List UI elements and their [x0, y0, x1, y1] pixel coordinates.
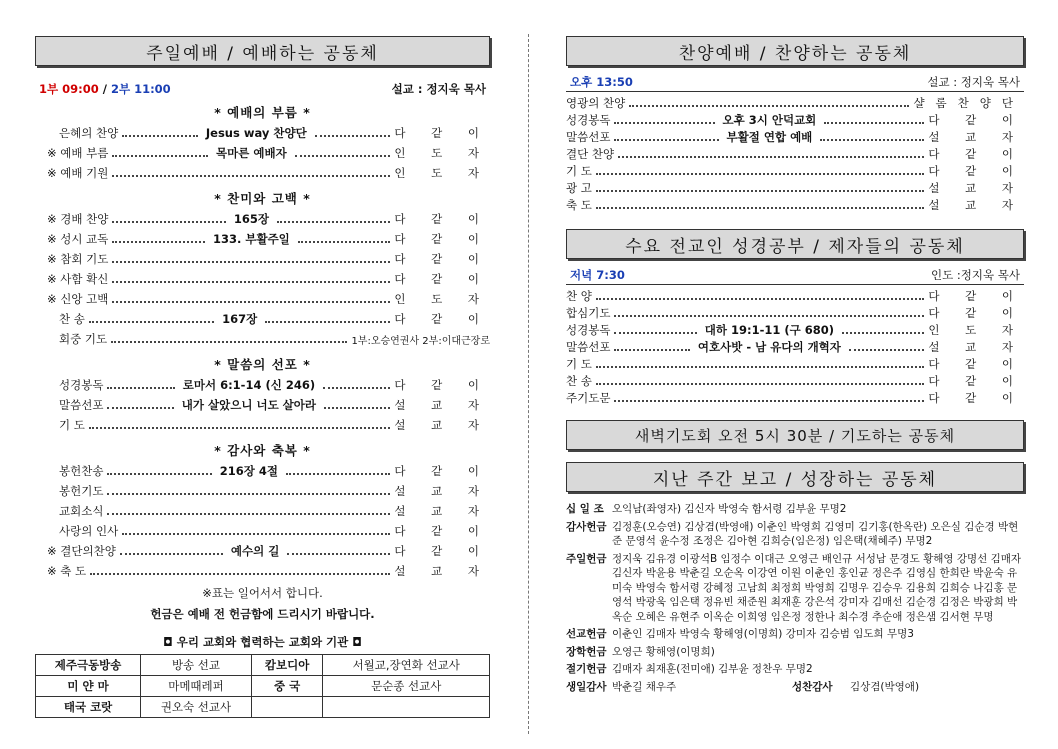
order-role: 다 같 이 [394, 232, 491, 246]
order-label: ※ 참회 기도 [47, 252, 109, 266]
report-key: 장학헌금 [566, 645, 607, 658]
partner-row [36, 655, 490, 676]
order-label: 봉헌찬송 [59, 464, 104, 478]
dotted-leader [265, 321, 390, 323]
second-service-time: 2부 11:00 [110, 82, 171, 96]
order-role: 다 같 이 [394, 524, 490, 538]
order-label: ※ 예배 부름 [47, 146, 109, 160]
order-row [35, 269, 490, 289]
order-content: 216장 4절 [219, 464, 279, 478]
dotted-leader [90, 573, 390, 575]
order-label: 말씀선포 [566, 129, 611, 144]
order-role: 다 같 이 [394, 212, 490, 226]
praise-time-row [566, 74, 1024, 92]
dotted-leader [112, 241, 205, 243]
order-role: 인 도 자 [928, 322, 1025, 337]
dotted-leader [614, 139, 718, 141]
partner-cell: 캄보디아 [251, 655, 323, 676]
order-row [35, 123, 490, 143]
partner-cell: 방송 선교 [141, 655, 252, 676]
order-label: 기 도 [566, 356, 592, 371]
order-content: 165장 [233, 212, 269, 226]
order-row [35, 249, 490, 269]
dotted-leader [596, 383, 924, 385]
dotted-leader [596, 298, 924, 300]
order-row [566, 111, 1024, 128]
order-role: 다 같 이 [928, 373, 1024, 388]
praise-preacher: 설교 : 정지욱 목사 [927, 75, 1020, 89]
order-row [35, 309, 490, 329]
order-label: 찬 송 [59, 312, 85, 326]
partner-cell: 마메때레퍼 [141, 676, 252, 697]
dotted-leader [596, 366, 924, 368]
report-key: 성찬감사 [792, 680, 833, 693]
offering-note: 헌금은 예배 전 헌금함에 드리시기 바랍니다. [150, 607, 375, 621]
order-content: 로마서 6:1-14 (신 246) [182, 378, 316, 392]
order-label: ※ 축 도 [47, 564, 87, 578]
dotted-leader [596, 173, 924, 175]
order-role: 다 같 이 [928, 146, 1024, 161]
dotted-leader [614, 349, 689, 351]
order-row [35, 521, 490, 541]
order-label: 회중 기도 [59, 332, 108, 346]
dotted-leader [824, 122, 924, 124]
partner-cell: 태국 코랏 [36, 697, 141, 718]
partner-table [35, 654, 490, 718]
order-content: 167장 [222, 312, 258, 326]
dotted-leader [112, 261, 390, 263]
order-label: 교회소식 [59, 504, 104, 518]
order-row [35, 395, 490, 415]
order-role: 설 교 자 [394, 564, 490, 578]
order-label: 말씀선포 [566, 339, 611, 354]
order-row [566, 287, 1024, 304]
wednesday-time: 저녁 7:30 [570, 268, 625, 282]
order-row [566, 304, 1024, 321]
report-value: 김상겸(박영애) [850, 680, 920, 693]
order-label: 주기도문 [566, 390, 611, 405]
wednesday-time-row [566, 267, 1024, 285]
order-role: 다 같 이 [394, 126, 491, 140]
section-title: * 예배의 부름 * [214, 105, 311, 120]
report-value: 정지욱 김유경 이광석B 임정수 이대근 오영근 배인규 서성남 문경도 황해영 강명선 김매자 김신자 박윤용 박춘길 오순옥 이강연 이원 이춘인 홍인균 정은주 김영심 한희란 박윤숙 유미숙 박영숙 함서령 강혜정 고남희 최정희 박영희 김명우 김승우 김용희 김희승 나김홍 문영석 박광욱 임은택 정유빈 채준원 최재훈 강은석 강미자 김매선 김순경 김정은 박광희 박옥순 오혜은 유현주 이옥순 이희영 임은정 정한나 최수경 추순애 정은샘 김서현 무명 [612, 552, 1022, 623]
order-label: ※ 결단의찬양 [47, 544, 116, 558]
order-row [35, 375, 490, 395]
report-row [566, 627, 1024, 642]
order-row [35, 289, 490, 309]
order-role: 다 같 이 [394, 378, 491, 392]
dotted-leader [820, 139, 924, 141]
order-role: 다 같 이 [928, 356, 1024, 371]
worship-order [35, 103, 490, 581]
order-role: 설 교 자 [394, 504, 490, 518]
order-label: 찬 양 [566, 288, 592, 303]
dotted-leader [112, 175, 390, 177]
order-label: 봉헌기도 [59, 484, 104, 498]
order-label: ※ 사함 확신 [47, 272, 109, 286]
right-column [566, 36, 1024, 697]
order-row [35, 229, 490, 249]
partner-row [36, 676, 490, 697]
order-role: 다 같 이 [928, 112, 1025, 127]
standing-note: ※표는 일어서서 합니다. [202, 586, 323, 600]
dotted-leader [295, 155, 391, 157]
order-label: 영광의 찬양 [566, 95, 626, 110]
order-label: 기 도 [566, 163, 592, 178]
order-row [566, 179, 1024, 196]
report-value: 김매자 최재훈(전미애) 김부윤 정찬우 무명2 [612, 663, 813, 675]
order-content: 목마른 예배자 [216, 146, 287, 160]
order-role: 다 같 이 [928, 305, 1024, 320]
order-label: 성경봉독 [566, 112, 611, 127]
preacher: 설교 : 정지욱 목사 [391, 82, 486, 96]
order-row [35, 541, 490, 561]
order-role: 샬롬찬양단 [913, 95, 1024, 110]
order-row [35, 209, 490, 229]
report-key: 주일헌금 [566, 552, 607, 565]
order-role: 다 같 이 [394, 312, 491, 326]
order-role: 설 교 자 [928, 339, 1025, 354]
wednesday-header: 수요 전교인 성경공부 / 제자들의 공동체 [566, 229, 1024, 259]
section-title: * 말씀의 선포 * [214, 357, 311, 372]
order-role: 다 같 이 [928, 288, 1024, 303]
partner-cell [251, 697, 323, 718]
dotted-leader [111, 341, 347, 343]
dotted-leader [596, 207, 924, 209]
dawn-prayer-header: 새벽기도회 오전 5시 30분 / 기도하는 공동체 [566, 420, 1024, 450]
report-value: 박춘길 채우주 [612, 680, 677, 693]
report-key: 십 일 조 [566, 503, 604, 515]
report-value: 이춘인 김매자 박영숙 황해영(이명희) 강미자 김승범 임도희 무명3 [612, 628, 914, 640]
dotted-leader [107, 493, 390, 495]
dotted-leader [614, 332, 696, 334]
order-row [35, 501, 490, 521]
report-key: 절기헌금 [566, 663, 607, 675]
dotted-leader [287, 553, 390, 555]
partner-cell: 권오숙 선교사 [141, 697, 252, 718]
report-row [566, 552, 1024, 625]
dotted-leader [315, 135, 391, 137]
order-role: 다 같 이 [394, 544, 490, 558]
order-role: 다 같 이 [394, 272, 490, 286]
dotted-leader [112, 155, 208, 157]
dotted-leader [614, 122, 714, 124]
column-divider [528, 34, 529, 734]
order-content: 내가 살았으니 너도 살아라 [181, 398, 317, 412]
partner-cell: 미 얀 마 [36, 676, 141, 697]
order-role: 설 교 자 [928, 197, 1024, 212]
order-role: 인 도 자 [394, 166, 490, 180]
order-row [566, 162, 1024, 179]
wednesday-order [566, 287, 1024, 406]
order-content: 예수의 길 [230, 544, 280, 558]
order-row [35, 561, 490, 581]
order-row [566, 128, 1024, 145]
order-label: 합심기도 [566, 305, 611, 320]
order-row [566, 321, 1024, 338]
order-row [566, 338, 1024, 355]
order-row [35, 163, 490, 183]
order-content: 133. 부활주일 [212, 232, 290, 246]
left-column [35, 36, 490, 718]
dotted-leader [618, 156, 924, 158]
dotted-leader [107, 387, 174, 389]
order-label: 결단 찬양 [566, 146, 615, 161]
order-label: 말씀선포 [59, 398, 104, 412]
order-role: 다 같 이 [394, 252, 490, 266]
weekly-report [566, 502, 1024, 694]
order-label: ※ 예배 기원 [47, 166, 109, 180]
order-label: ※ 신앙 고백 [47, 292, 109, 306]
dotted-leader [107, 407, 173, 409]
order-row [566, 196, 1024, 213]
section-title: * 감사와 축복 * [214, 443, 311, 458]
partner-cell: 중 국 [251, 676, 323, 697]
dotted-leader [842, 332, 924, 334]
order-role: 다 같 이 [394, 464, 490, 478]
report-value: 오영근 황해영(이명희) [612, 645, 715, 658]
order-row [35, 481, 490, 501]
order-row [566, 145, 1024, 162]
order-label: 기 도 [59, 418, 85, 432]
dotted-leader [596, 190, 924, 192]
dotted-leader [277, 221, 390, 223]
dotted-leader [122, 135, 198, 137]
order-row [566, 94, 1024, 111]
dotted-leader [614, 315, 924, 317]
order-row [35, 329, 490, 349]
order-label: 축 도 [566, 197, 592, 212]
wednesday-leader: 인도 :정지욱 목사 [931, 268, 1020, 282]
order-label: 광 고 [566, 180, 592, 195]
dotted-leader [122, 533, 390, 535]
order-row [35, 461, 490, 481]
order-role: 설 교 자 [394, 398, 491, 412]
partner-cell: 제주극동방송 [36, 655, 141, 676]
report-key: 감사헌금 [566, 520, 607, 533]
order-content: 대하 19:1-11 (구 680) [704, 322, 835, 337]
order-role: 1부:오승연권사 2부:이대근장로 [351, 335, 490, 347]
order-role: 인 도 자 [394, 292, 490, 306]
section-title: * 찬미와 고백 * [214, 191, 311, 206]
dotted-leader [298, 241, 391, 243]
dotted-leader [112, 281, 390, 283]
order-label: ※ 경배 찬양 [47, 212, 109, 226]
order-content: 여호사밧 - 남 유다의 개혁자 [697, 339, 841, 354]
report-row [566, 520, 1024, 549]
order-content: 오후 3시 안덕교회 [722, 112, 817, 127]
partner-cell [323, 697, 490, 718]
report-key: 선교헌금 [566, 628, 607, 640]
order-label: ※ 성시 교독 [47, 232, 109, 246]
order-role: 설 교 자 [394, 484, 490, 498]
report-row [566, 662, 1024, 677]
order-label: 은혜의 찬양 [59, 126, 119, 140]
partner-row [36, 697, 490, 718]
report-value: 오익남(좌영자) 김신자 박영숙 함서령 김부윤 무명2 [612, 503, 847, 515]
order-role: 다 같 이 [928, 163, 1024, 178]
dotted-leader [614, 400, 924, 402]
order-label: 사랑의 인사 [59, 524, 119, 538]
order-row [566, 389, 1024, 406]
dotted-leader [323, 387, 390, 389]
praise-time: 오후 13:50 [570, 75, 633, 89]
first-service-time: 1부 09:00 [39, 82, 99, 96]
order-content: Jesus way 찬양단 [205, 126, 307, 140]
dotted-leader [112, 301, 390, 303]
order-role: 인 도 자 [394, 146, 491, 160]
order-label: 찬 송 [566, 373, 592, 388]
order-row [35, 143, 490, 163]
report-row [566, 645, 1024, 660]
report-value: 김정훈(오승연) 김상겸(박영애) 이춘인 박영희 김영미 김기홍(한옥란) 오은실 김순경 박현준 문영석 윤수정 조정은 김아현 김희승(임은정) 임은택(채혜주) 무명2 [612, 520, 1019, 547]
order-role: 설 교 자 [394, 418, 490, 432]
dotted-leader [107, 473, 211, 475]
order-row [566, 372, 1024, 389]
report-row [566, 502, 1024, 517]
dotted-leader [849, 349, 924, 351]
dotted-leader [629, 105, 909, 107]
dotted-leader [324, 407, 390, 409]
dotted-leader [89, 427, 390, 429]
order-label: 성경봉독 [566, 322, 611, 337]
weekly-report-header: 지난 주간 보고 / 성장하는 공동체 [566, 462, 1024, 492]
partner-title: ◘ 우리 교회와 협력하는 교회와 기관 ◘ [163, 635, 362, 649]
sunday-worship-header: 주일예배 / 예배하는 공동체 [35, 36, 490, 66]
order-content: 부활절 연합 예배 [726, 129, 813, 144]
report-row [566, 680, 1024, 695]
order-row [566, 355, 1024, 372]
dotted-leader [120, 553, 223, 555]
partner-cell: 문순종 선교사 [323, 676, 490, 697]
order-role: 설 교 자 [928, 129, 1025, 144]
order-row [35, 415, 490, 435]
sunday-time-row: 1부 09:00 / 2부 11:00 설교 : 정지욱 목사 [39, 82, 486, 96]
partner-cell: 서월교,장연화 선교사 [323, 655, 490, 676]
praise-worship-header: 찬양예배 / 찬양하는 공동체 [566, 36, 1024, 66]
report-key: 생일감사 [566, 680, 607, 693]
dotted-leader [89, 321, 214, 323]
dotted-leader [286, 473, 390, 475]
order-role: 설 교 자 [928, 180, 1024, 195]
dotted-leader [112, 221, 225, 223]
praise-order [566, 94, 1024, 213]
order-role: 다 같 이 [928, 390, 1024, 405]
order-label: 성경봉독 [59, 378, 104, 392]
dotted-leader [107, 513, 390, 515]
